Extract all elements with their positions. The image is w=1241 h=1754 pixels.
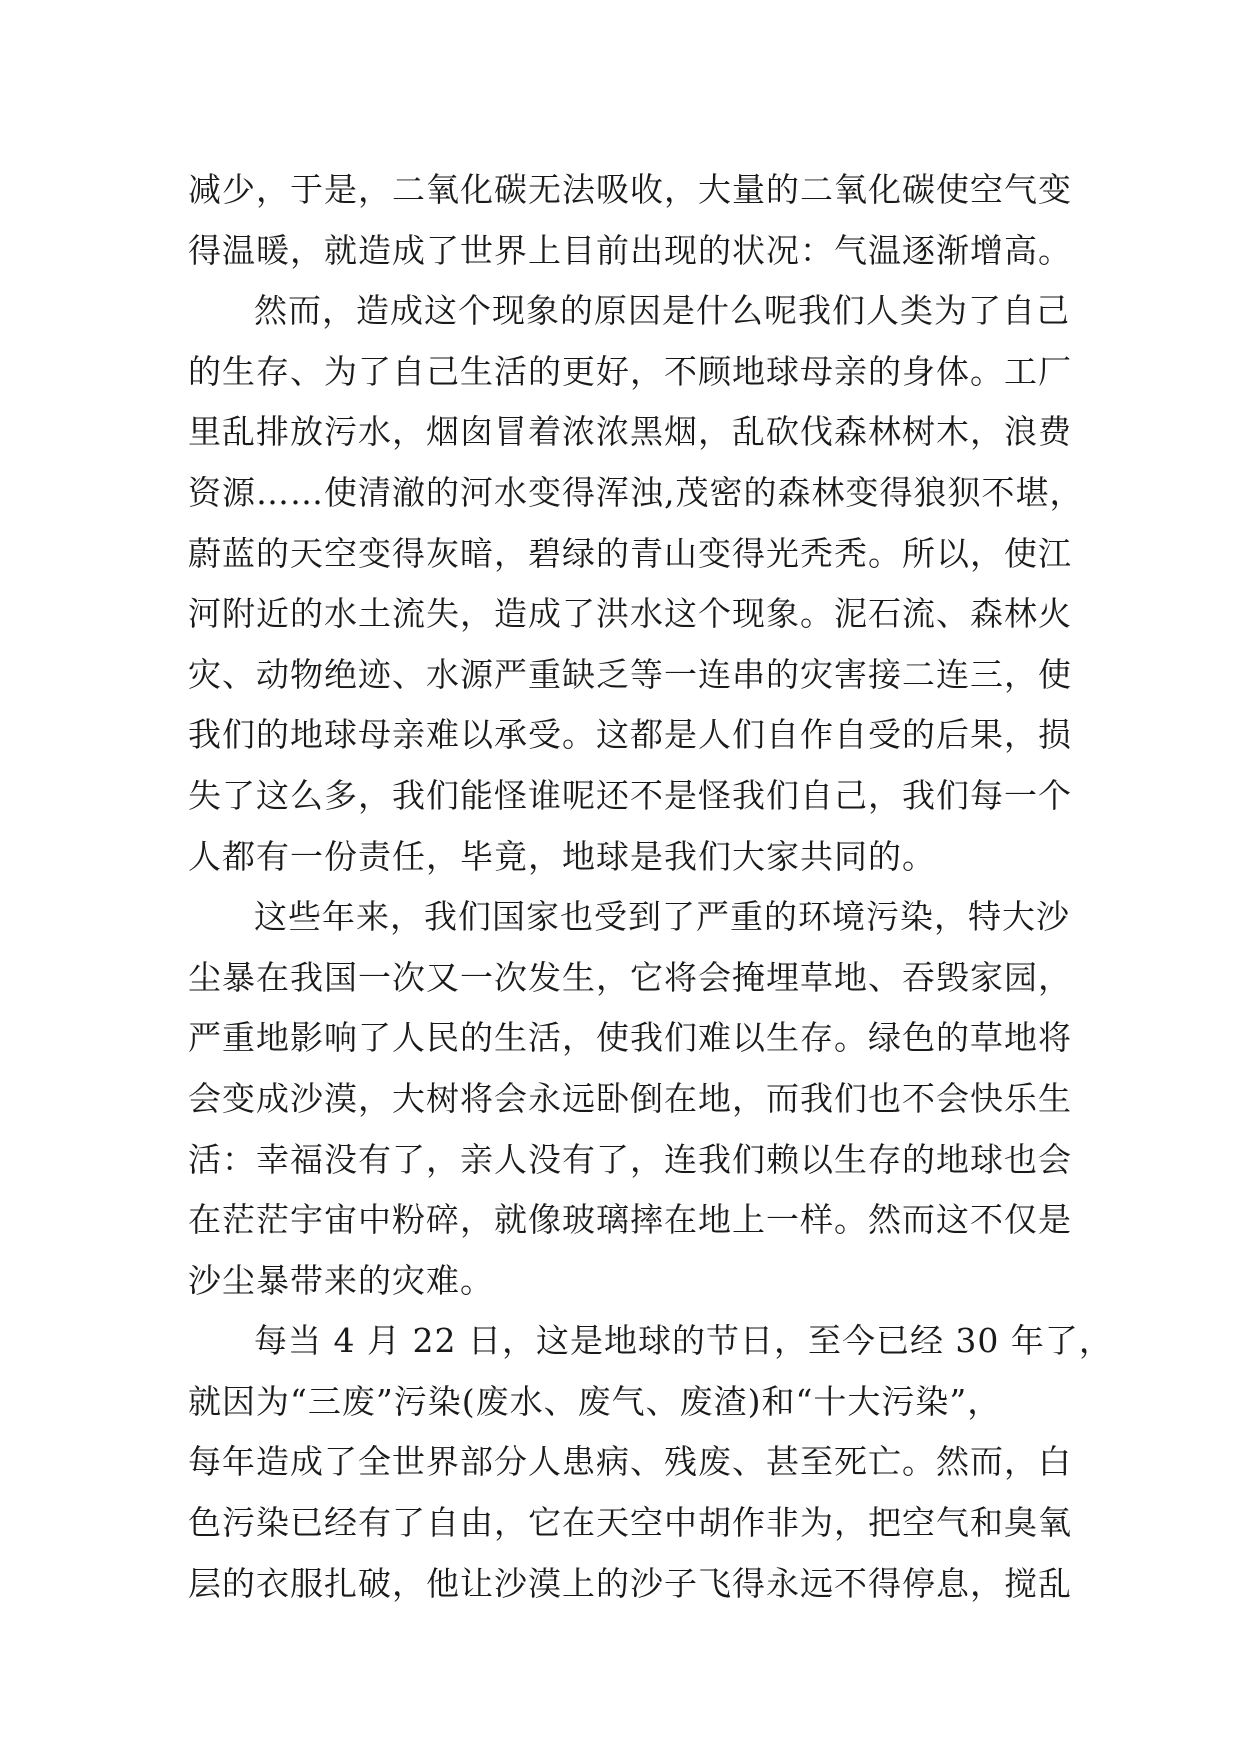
text-line: 失了这么多，我们能怪谁呢还不是怪我们自己，我们每一个 (188, 775, 1072, 815)
text-line: 河附近的水土流失，造成了洪水这个现象。泥石流、森林火 (188, 594, 1072, 634)
text-line: 严重地影响了人民的生活，使我们难以生存。绿色的草地将 (188, 1018, 1072, 1058)
text-line: 在茫茫宇宙中粉碎，就像玻璃摔在地上一样。然而这不仅是 (188, 1200, 1072, 1240)
text-line: 就因为“三废”污染(废水、废气、废渣)和“十大污染”， (188, 1381, 1002, 1421)
text-line: 会变成沙漠，大树将会永远卧倒在地，而我们也不会快乐生 (188, 1078, 1072, 1118)
text-line: 层的衣服扎破，他让沙漠上的沙子飞得永远不得停息，搅乱 (188, 1563, 1072, 1603)
text-line: 资源……使清澈的河水变得浑浊,茂密的森林变得狼狈不堪， (188, 472, 1084, 512)
text-line: 然而，造成这个现象的原因是什么呢我们人类为了自己 (254, 291, 1070, 331)
text-line: 每年造成了全世界部分人患病、残废、甚至死亡。然而，白 (188, 1442, 1072, 1482)
text-line: 尘暴在我国一次又一次发生，它将会掩埋草地、吞毁家园， (188, 957, 1072, 997)
text-line: 这些年来，我们国家也受到了严重的环境污染，特大沙 (254, 897, 1070, 937)
document-body (188, 160, 1113, 1614)
text-line: 活：幸福没有了，亲人没有了，连我们赖以生存的地球也会 (188, 1139, 1072, 1179)
text-line: 的生存、为了自己生活的更好，不顾地球母亲的身体。工厂 (188, 351, 1072, 391)
text-line: 沙尘暴带来的灾难。 (188, 1260, 494, 1300)
text-line: 灾、动物绝迹、水源严重缺乏等一连串的灾害接二连三，使 (188, 654, 1072, 694)
text-line: 人都有一份责任，毕竟，地球是我们大家共同的。 (188, 836, 936, 876)
text-line: 里乱排放污水，烟囱冒着浓浓黑烟，乱砍伐森林树木，浪费 (188, 412, 1072, 452)
text-line: 色污染已经有了自由，它在天空中胡作非为，把空气和臭氧 (188, 1503, 1072, 1543)
text-line: 每当 4 月 22 日，这是地球的节日，至今已经 30 年了， (254, 1321, 1113, 1361)
text-line: 减少，于是，二氧化碳无法吸收，大量的二氧化碳使空气变 (188, 170, 1072, 209)
text-line: 我们的地球母亲难以承受。这都是人们自作自受的后果，损 (188, 715, 1072, 755)
text-line: 蔚蓝的天空变得灰暗，碧绿的青山变得光秃秃。所以，使江 (188, 533, 1072, 573)
text-line: 得温暖，就造成了世界上目前出现的状况：气温逐渐增高。 (188, 230, 1072, 270)
